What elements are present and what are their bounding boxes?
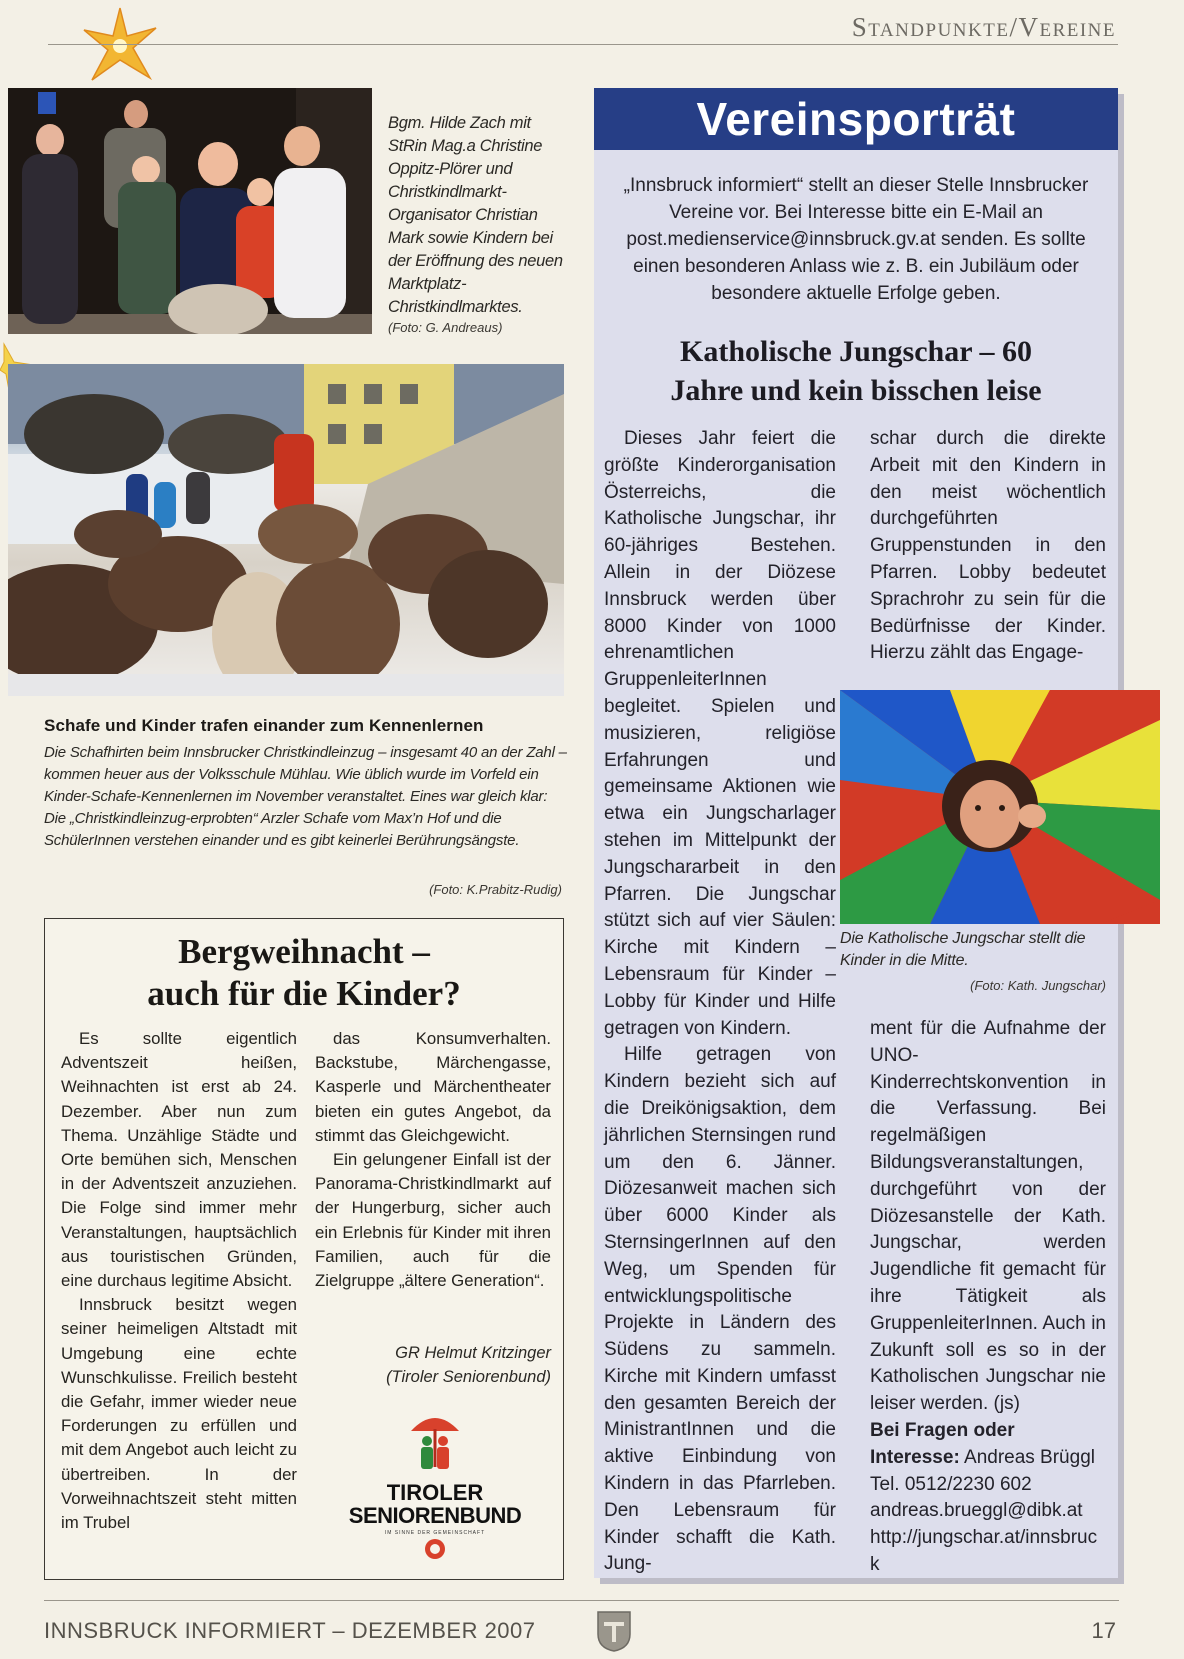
photo1-caption: Bgm. Hilde Zach mit StRin Mag.a Christine Oppitz-Plörer und Christkindlmarkt-Organisator Christian Mark sowie Kindern bei der Eröffnung des neuen Marktplatz-Christkindlmarktes. [388, 114, 563, 316]
photo-sheep-children [8, 364, 564, 696]
photo2-caption: Die Schafhirten beim Innsbrucker Christkindleinzug – insgesamt 40 an der Zahl – kommen heuer aus der Volksschule Mühlau. Wie üblich wurde im Vorfeld ein Kinder-Schafe-Kennenlernen im November veranstaltet. Eines war gleich klar: Die „Christkindleinzug-erprobten“ Arzler Schafe vom Max’n Hof und die SchülerInnen verstehen einander und es gibt keinerlei Berührungsängste. [44, 744, 567, 849]
photo-parachute-child [840, 690, 1160, 924]
umbrella-family-icon [335, 1407, 535, 1477]
photo-market-opening [8, 88, 372, 334]
photo2-credit: (Foto: K.Prabitz-Rudig) [429, 882, 562, 897]
vereinsportraet-title: Vereinsporträt [696, 93, 1016, 145]
jungschar-article-title [594, 332, 1118, 410]
paragraph: das Konsumverhalten. Backstube, Märchengasse, Kasperle und Märchentheater bieten ein gutes Angebot, da stimmt das Gleichgewicht. [315, 1029, 551, 1145]
bergweihnacht-column-2 [315, 1027, 551, 1293]
article-title-line: Katholische Jungschar – 60 [680, 335, 1032, 368]
paragraph: schar durch die direkte Arbeit mit den Kindern in den meist wöchentlich durchgeführten Gruppenstunden in den Pfarren. Lobby bedeutet Sprachrohr zu sein für die Bedürfnisse der Kinder. Hierzu zählt das Engage- [870, 428, 1106, 664]
paragraph: Ein gelungener Einfall ist der Panorama-Christkindlmarkt auf der Hungerburg, sicher auch ein Erlebnis für Kinder mit ihren Familien, auch für die Zielgruppe „ältere Generation“. [315, 1150, 551, 1291]
bergweihnacht-title-line: Bergweihnacht – [178, 932, 430, 971]
market-opening-illustration [8, 88, 372, 334]
star-ornament-icon [80, 6, 160, 86]
city-crest-icon [596, 1610, 632, 1652]
page-number: 17 [1091, 1618, 1116, 1643]
author-name: GR Helmut Kritzinger [395, 1344, 551, 1362]
photo3-caption: Die Katholische Jungschar stellt die Kinder in die Mitte. [840, 930, 1086, 969]
paragraph: Dieses Jahr feiert die größte Kinderorganisation Österreichs, die Katholische Jungschar, ihr 60-jähriges Bestehen. Allein in der Diözese Innsbruck werden über 8000 Kinder von 1000 ehrenamtlichen GruppenleiterInnen begleitet. Spielen und musizieren, religiöse Erfahrungen und gemeinsame Aktionen wie etwa ein Jungscharlager stehen im Mittelpunkt der Jungschararbeit in den Pfarren. Die Jungschar stützt sich auf vier Säulen: Kirche mit Kindern – Lebensraum für Kinder – Lobby für Kinder und Hilfe getragen von Kindern. [604, 428, 836, 1039]
logo-text-line2: SENIORENBUND [348, 1503, 522, 1528]
contact-name: Andreas Brüggl [964, 1446, 1095, 1468]
paragraph: ment für die Aufnahme der UNO-Kinderrechtskonvention in die Verfassung. Bei regelmäßigen Bildungsveranstaltungen, durchgeführt von der Diözesanstelle der Kath. Jungschar, werden Jugendliche fit gemacht für ihre Tätigkeit als GruppenleiterInnen. Auch in Zukunft soll es so in der Katholischen Jungschar nie leiser werden. (js) [870, 1018, 1106, 1415]
contact-block [870, 1418, 1106, 1579]
jungschar-column-2-bottom [870, 1016, 1106, 1579]
sheep-illustration [8, 364, 564, 696]
logo-emblem-icon [335, 1536, 535, 1562]
author-signature [315, 1341, 551, 1389]
parachute-illustration [840, 690, 1160, 924]
photo1-credit: (Foto: G. Andreaus) [388, 320, 503, 335]
photo3-credit: (Foto: Kath. Jungschar) [970, 978, 1106, 993]
jungschar-column-2-top [870, 426, 1106, 667]
vereinsportraet-banner [594, 88, 1118, 150]
paragraph: Hilfe getragen von Kindern bezieht sich auf die Dreikönigsaktion, dem jährlichen Sternsingen rund um den 6. Jänner. Diözesanweit machen sich über 6000 Kinder als SternsingerInnen auf den Weg, um Spenden für entwicklungspolitische Projekte in Ländern des Südens zu sammeln. Kirche mit Kindern umfasst den gesamten Bereich der MinistrantInnen und die aktive Einbindung von Kindern in das Pfarrleben. Den Lebensraum für Kinder schafft die Kath. Jung- [604, 1044, 836, 1575]
author-organisation: (Tiroler Seniorenbund) [386, 1368, 551, 1386]
photo2-caption-title: Schafe und Kinder trafen einander zum Kennenlernen [44, 716, 484, 735]
contact-url: http://jungschar.at/innsbruck [870, 1527, 1098, 1575]
contact-label: Bei Fragen oder Interesse: [870, 1419, 1015, 1468]
jungschar-column-1 [604, 426, 836, 1578]
section-title: Standpunkte/Vereine [851, 12, 1116, 42]
logo-motto: IM SINNE DER GEMEINSCHAFT [384, 1530, 486, 1536]
bergweihnacht-title-line: auch für die Kinder? [147, 974, 461, 1013]
footer-divider [44, 1600, 1119, 1601]
bergweihnacht-column-1 [61, 1027, 297, 1535]
vereinsportraet-intro: „Innsbruck informiert“ stellt an dieser Stelle Innsbrucker Vereine vor. Bei Interesse bitte ein E-Mail an post.medienservice@innsbruck.gv.at senden. Es sollte einen besonderen Anlass wie z. B. ein Jubiläum oder besondere aktuelle Erfolge geben. [623, 175, 1089, 304]
publication-name: INNSBRUCK INFORMIERT – DEZEMBER 2007 [44, 1618, 536, 1643]
bergweihnacht-title [45, 931, 563, 1015]
logo-text-line1: TIROLER [386, 1480, 484, 1505]
paragraph: Innsbruck besitzt wegen seiner heimeligen Altstadt mit Umgebung eine echte Wunschkulisse. Freilich besteht die Gefahr, immer wieder neue Forderungen zu erfüllen und mit dem Angebot auch leicht zu übertreiben. In der Vorweihnachtszeit steht mitten im Trubel [61, 1295, 297, 1533]
contact-email: andreas.brueggl@dibk.at [870, 1500, 1083, 1522]
bergweihnacht-article [44, 918, 564, 1580]
header-divider [48, 44, 1118, 45]
article-title-line: Jahre und kein bisschen leise [670, 374, 1042, 407]
contact-phone: Tel. 0512/2230 602 [870, 1473, 1032, 1495]
paragraph: Es sollte eigentlich Adventszeit heißen, Weihnachten ist erst ab 24. Dezember. Aber nun zum Thema. Unzählige Städte und Orte bemühen sich, Menschen in der Adventszeit anzuziehen. Die Folge sind immer mehr Veranstaltungen, hauptsächlich aus touristischen Gründen, eine durchaus legitime Absicht. [61, 1029, 297, 1291]
tiroler-seniorenbund-logo [335, 1407, 535, 1557]
